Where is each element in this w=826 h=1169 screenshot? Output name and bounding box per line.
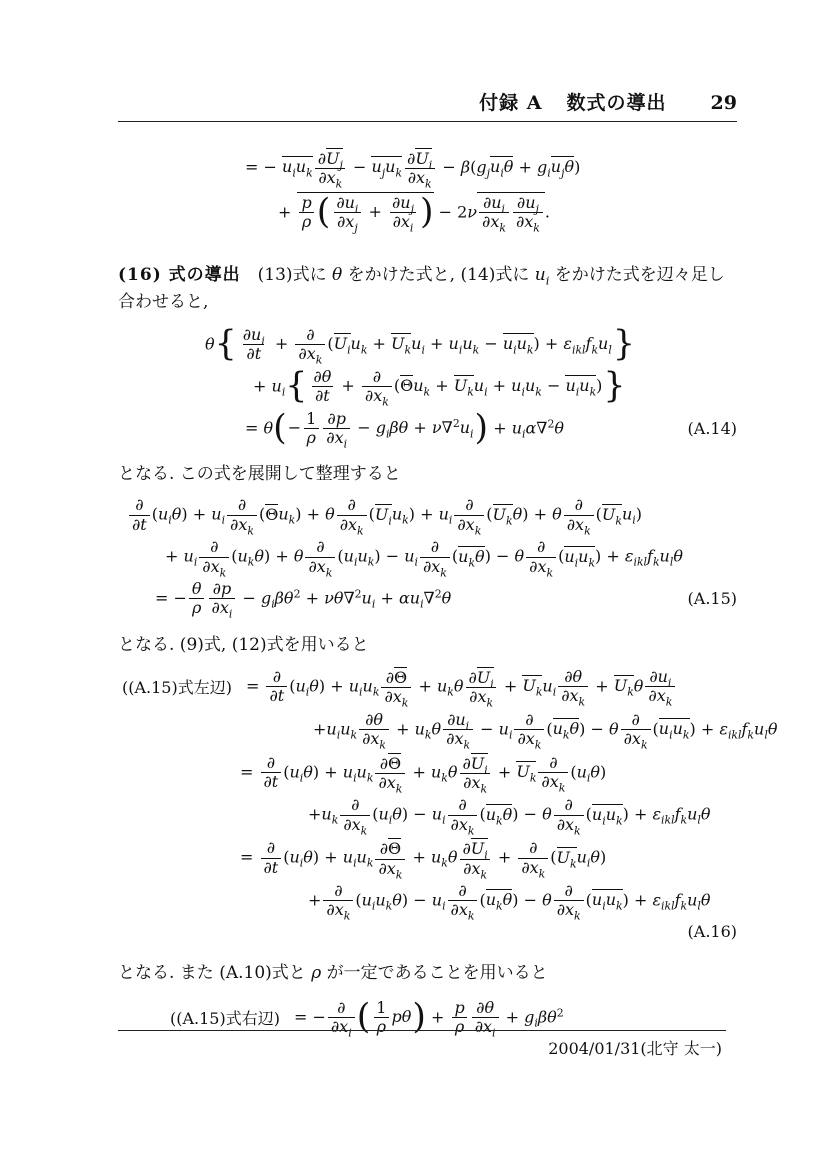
equation-lhs-text: ((A.15)式右辺) <box>170 1009 280 1029</box>
equation-math: $+u_iu_k$ $\frac{\partial\theta}{\partial x_k}$ + $u_k\theta$ $\frac{\partial u_i}{\partial x_k}$ − $u_i$ ∂ $\partial x_k$ $(u_k\theta) - \theta$ ∂ $\partial x_k$ $(u_iu_k) + \varepsilon_{ikl}f_ku_l\theta$ <box>313 709 778 752</box>
bold-run: (16) 式の導出 <box>118 264 241 285</box>
footer-rule <box>118 1030 726 1031</box>
footer-date-author: 2004/01/31(北守 太一) <box>548 1039 722 1058</box>
paragraph: となる. この式を展開して整理すると <box>118 464 401 485</box>
equation-line <box>118 324 737 367</box>
document-content <box>118 148 778 1040</box>
equation-math: + $u_i$ ∂ $\partial x_k$ $(u_k\theta) + \theta$ ∂ $\partial x_k$ $(u_iu_k) - u_i$ ∂ $\partial x_k$ $(u_k\theta) - \theta$ ∂ $\partial x_k$ $(u_iu_k) + \varepsilon_{ikl}f_ku_l\theta$ <box>165 537 683 579</box>
equation-math: = ∂ ∂t $(u_i\theta) + u_iu_k$ $\frac{\partial\Theta}{\partial x_k}$ + $u_k\theta$ $\frac{\partial U_i}{\partial x_k}$ + $U_k$ ∂ $\partial x_k$ $(u_i\theta)$ <box>240 752 607 796</box>
equation-line <box>118 192 737 235</box>
equation-math: = − $u_iu_k$ $\frac{\partial U_j}{\partial x_k}$ − $u_ju_k$ $\frac{\partial U_i}{\partial x_k}$ − $\beta(g_ju_i\theta + g_iu_j\theta)$ <box>245 149 581 191</box>
equation-number: (A.16) <box>687 922 737 942</box>
equation-math: θ { $\frac{\partial u_i}{\partial t}$ + ∂ $\partial x_k$ $(U_iu_k + U_ku_i + u_iu_k - u_iu_k) + \varepsilon_{ikl}f_ku_l$ } <box>205 324 635 367</box>
paragraph: となる. また (A.10)式と ρ が一定であることを用いると <box>118 962 548 983</box>
equation-lhs-text: ((A.15)式左辺) <box>122 678 232 698</box>
equation-line <box>118 495 737 538</box>
equation-a14 <box>118 324 737 451</box>
equation-math: = ∂ ∂t $(u_i\theta) + u_iu_k$ $\frac{\partial\Theta}{\partial x_k}$ + $u_k\theta$ $\frac{\partial U_i}{\partial x_k}$ + $U_ku_i$ $\frac{\partial\theta}{\partial x_k}$ + $U_k\theta$ $\frac{\partial u_i}{\partial x_k}$ <box>246 667 677 707</box>
equation-line <box>118 537 737 579</box>
equation-number: (A.15) <box>687 589 737 609</box>
equation-math: $+u_k$ ∂ $\partial x_k$ $(u_i\theta) - u_i$ ∂ $\partial x_k$ $(u_k\theta) - \theta$ ∂ $\partial x_k$ $(u_iu_k) + \varepsilon_{ikl}f_ku_l\theta$ <box>308 795 711 838</box>
inline-math: ρ <box>311 962 322 983</box>
equation-line <box>118 579 737 621</box>
equation-continuation <box>118 148 737 235</box>
equation-math: + $\frac{p}{\rho}$ ( $\frac{\partial u_i}{\partial x_j}$ + $\frac{\partial u_j}{\partial x_i}$ ) − 2ν $\frac{\partial u_i}{\partial x_k}$ $\frac{\partial u_j}{\partial x_k}$ . <box>278 192 550 235</box>
header-rule <box>118 121 737 122</box>
equation-line <box>118 148 737 191</box>
page-number: 29 <box>710 92 737 114</box>
equation-a16 <box>118 667 778 942</box>
inline-math: $u_i$ <box>534 264 550 288</box>
equation-math: = θ ( − $\frac{1}{\rho}$ $\frac{\partial p}{\partial x_i}$ − $g_i\beta\theta + \nu\nabla^2u_i$ ) + $u_i\alpha\nabla^2\theta$ <box>245 408 565 451</box>
equation-line <box>118 795 737 838</box>
equation-math: + ∂ $\partial x_k$ $(u_iu_k\theta) - u_i$ ∂ $\partial x_k$ $(u_k\theta) - \theta$ ∂ $\partial x_k$ $(u_iu_k) + \varepsilon_{ikl}f_ku_l\theta$ <box>308 880 711 923</box>
page-title: 数式の導出 <box>566 92 667 114</box>
equation-math: = ∂ ∂t $(u_i\theta) + u_iu_k$ $\frac{\partial\Theta}{\partial x_k}$ + $u_k\theta$ $\frac{\partial U_i}{\partial x_k}$ + ∂ $\partial x_k$ $(U_ku_i\theta)$ <box>240 838 607 881</box>
equation-math: = − $\frac{\theta}{\rho}$ $\frac{\partial p}{\partial x_i}$ − $g_i\beta\theta^2 + \nu\theta\nabla^2u_i + \alpha u_i\nabla^2\theta$ <box>155 579 452 621</box>
equation-line <box>118 880 737 923</box>
appendix-label: 付録 A <box>479 92 543 114</box>
paragraph: となる. (9)式, (12)式を用いると <box>118 634 369 655</box>
equation-line <box>118 752 737 796</box>
inline-math: θ <box>331 264 343 285</box>
equation-line <box>118 408 737 451</box>
equation-math: ∂ ∂t $(u_i\theta) + u_i$ ∂ $\partial x_k$ $(\Theta u_k) + \theta$ ∂ $\partial x_k$ $(U_iu_k) + u_i$ ∂ $\partial x_k$ $(U_k\theta) + \theta$ ∂ $\partial x_k$ $(U_ku_i)$ <box>127 496 642 534</box>
equation-number: (A.14) <box>687 418 737 438</box>
equation-line <box>118 922 737 942</box>
equation-line <box>118 838 737 881</box>
paragraph: (16) 式の導出 (13)式に θ をかけた式と, (14)式に $u_i$ をかけた式を辺々足し合わせると, <box>118 264 725 312</box>
equation-math: + $u_i$ { $\frac{\partial\theta}{\partial t}$ + ∂ $\partial x_k$ $(\Theta u_k + U_ku_i + u_iu_k - u_iu_k)$ } <box>253 366 626 409</box>
page-header <box>118 0 737 115</box>
equation-a15 <box>118 495 737 621</box>
equation-line <box>118 366 737 409</box>
equation-math: = − ∂ $\partial x_i$ ( $\frac{1}{\rho}$ pθ ) + $\frac{p}{\rho}$ $\frac{\partial\theta}{\partial x_i}$ + $g_i\beta\theta^2$ <box>293 997 564 1040</box>
equation-line <box>118 709 778 752</box>
equation-line <box>118 667 737 710</box>
